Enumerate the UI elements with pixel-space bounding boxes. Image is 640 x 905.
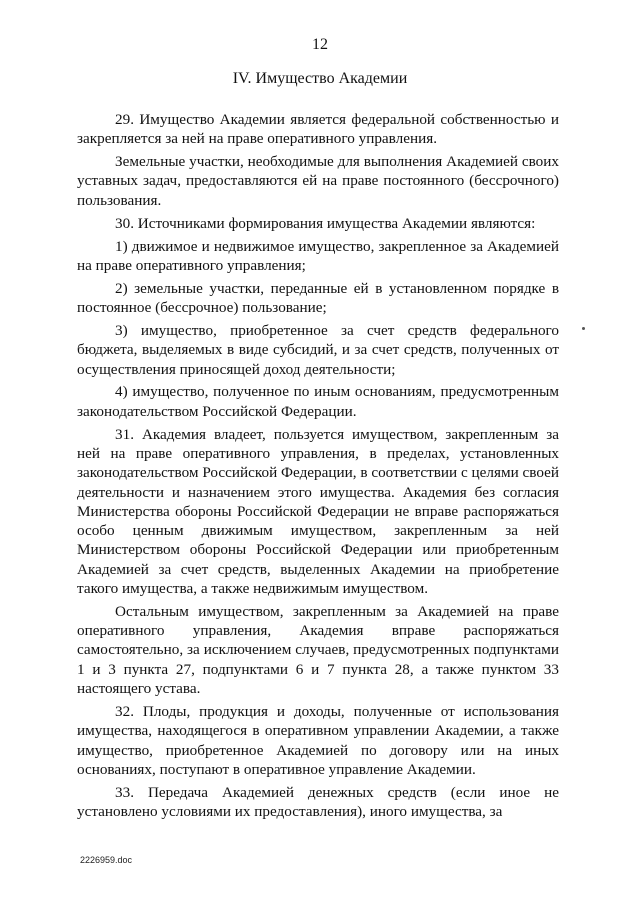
paragraph-30-item-3: 3) имущество, приобретенное за счет средств федерального бюджета, выделяемых в виде субсидий, и за счет средств, полученных от осуществления приносящей доход деятельности; (77, 321, 559, 378)
footer-document-id: 2226959.doc (80, 855, 133, 865)
paragraph-31-rest: Остальным имуществом, закрепленным за Академией на праве оперативного управления, Академия вправе распоряжаться самостоятельно, за исключением случаев, предусмотренных подпунктами 1 и 3 пункта 27, подпунктами 6 и 7 пункта 28, а также пунктом 33 настоящего устава. (77, 602, 559, 698)
paragraph-30-item-1: 1) движимое и недвижимое имущество, закрепленное за Академией на праве оперативного управления; (77, 237, 559, 274)
paragraph-32: 32. Плоды, продукция и доходы, полученные от использования имущества, находящегося в оперативном управлении Академии, а также имущество, приобретенное Академией по договору или на иных основаниях, поступают в оперативное управление Академии. (77, 702, 559, 778)
paragraph-29-land: Земельные участки, необходимые для выполнения Академией своих уставных задач, предоставляются ей на праве постоянного (бессрочного) пользования. (77, 153, 559, 209)
paragraph-33: 33. Передача Академией денежных средств (если иное не установлено условиями их предоставления), иного имущества, за (77, 783, 559, 821)
scan-speck (582, 327, 585, 330)
paragraph-31: 31. Академия владеет, пользуется имуществом, закрепленным за ней на праве оперативного управления, в пределах, установленных законодательством Российской Федерации, в соответствии с целями своей деятельности и назначением этого имущества. Академия без согласия Министерства обороны Российской Федерации не вправе распоряжаться особо ценным движимым имуществом, закрепленным за ней Министерством обороны Российской Федерации или приобретенным Академией за счет средств, выделенных Академии на приобретение такого имущества, а также недвижимым имуществом. (77, 425, 559, 597)
section-title: IV. Имущество Академии (232, 70, 408, 87)
page-number: 12 (312, 36, 328, 53)
paragraph-29: 29. Имущество Академии является федеральной собственностью и закрепляется за ней на праве оперативного управления. (77, 111, 559, 148)
paragraph-30-item-4: 4) имущество, полученное по иным основаниям, предусмотренным законодательством Российской Федерации. (77, 383, 559, 420)
body-text (77, 110, 559, 821)
paragraph-30-item-2: 2) земельные участки, переданные ей в установленном порядке в постоянное (бессрочное) пользование; (77, 279, 559, 317)
paragraph-30: 30. Источниками формирования имущества Академии являются: (115, 214, 536, 232)
